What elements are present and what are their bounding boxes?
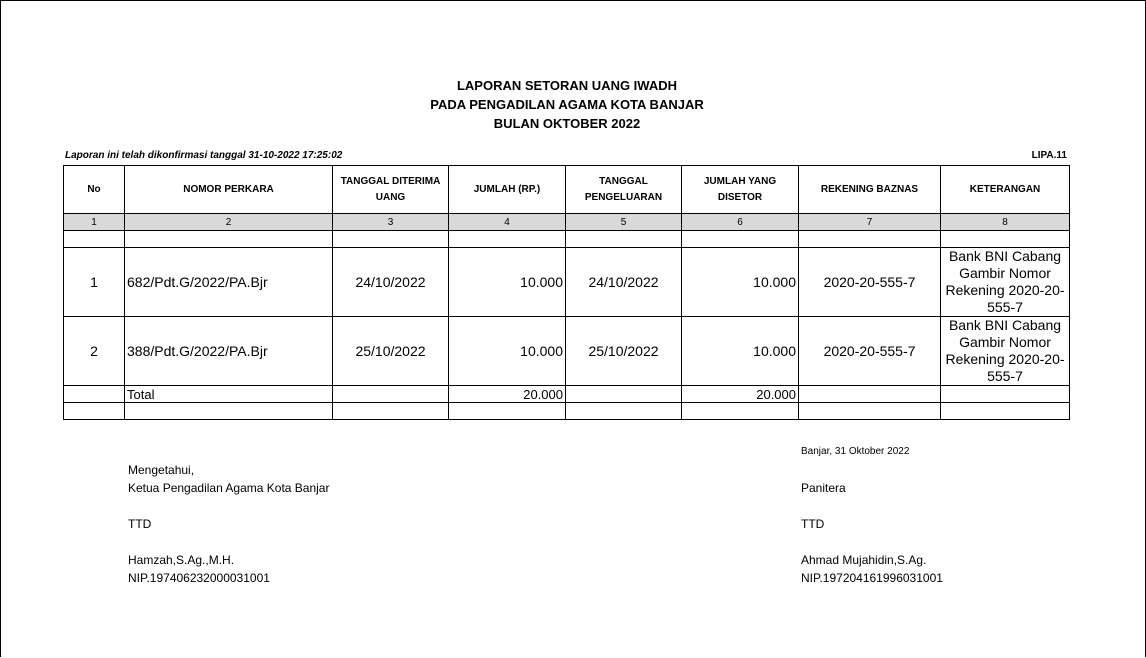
cell-keterangan <box>941 248 1070 317</box>
column-number: 2 <box>125 214 333 231</box>
header-tanggal-diterima <box>333 166 449 214</box>
total-row <box>64 386 1070 403</box>
header-jumlah: JUMLAH (RP.) <box>449 166 566 214</box>
column-number: 7 <box>799 214 941 231</box>
blank-row <box>64 403 1070 420</box>
cell-tanggal-pengeluaran: 25/10/2022 <box>566 317 682 386</box>
cell-no: 1 <box>64 248 125 317</box>
column-number: 1 <box>64 214 125 231</box>
title-line-3: BULAN OKTOBER 2022 <box>493 116 641 131</box>
header-tanggal-pengeluaran-line1: TANGGAL <box>599 175 648 187</box>
title-line-1: LAPORAN SETORAN UANG IWADH <box>456 78 678 93</box>
left-sig-spacer <box>128 497 329 515</box>
blank-row <box>64 231 1070 248</box>
header-rekening: REKENING BAZNAS <box>799 166 941 214</box>
column-number: 4 <box>449 214 566 231</box>
left-sig-line2: Ketua Pengadilan Agama Kota Banjar <box>128 481 330 495</box>
keterangan-line: 555-7 <box>987 299 1023 315</box>
header-tanggal-diterima-line1: TANGGAL DITERIMA <box>340 175 441 187</box>
cell-rekening: 2020-20-555-7 <box>799 248 941 317</box>
right-sig-spacer <box>801 533 943 551</box>
right-sig-spacer <box>801 497 943 515</box>
cell-keterangan <box>941 317 1070 386</box>
table-row <box>64 248 1070 317</box>
keterangan-line: Bank BNI Cabang <box>948 248 1062 264</box>
right-signature-block <box>801 479 943 587</box>
right-sig-nip: NIP.197204161996031001 <box>801 571 943 585</box>
column-number-row <box>64 214 1070 231</box>
blank-cell <box>125 403 333 420</box>
column-number: 6 <box>682 214 799 231</box>
cell-tanggal-diterima: 25/10/2022 <box>333 317 449 386</box>
cell-nomor-perkara: 388/Pdt.G/2022/PA.Bjr <box>125 317 333 386</box>
keterangan-line: Gambir Nomor <box>959 334 1051 350</box>
blank-cell <box>799 386 941 403</box>
left-signature-block <box>128 461 329 587</box>
blank-cell <box>941 231 1070 248</box>
blank-cell <box>799 231 941 248</box>
left-sig-line1: Mengetahui, <box>128 463 195 477</box>
cell-jumlah-disetor: 10.000 <box>682 317 799 386</box>
header-tanggal-pengeluaran-line2: PENGELUARAN <box>584 191 663 203</box>
cell-jumlah: 10.000 <box>449 317 566 386</box>
column-number: 3 <box>333 214 449 231</box>
header-nomor-perkara: NOMOR PERKARA <box>125 166 333 214</box>
blank-cell <box>64 231 125 248</box>
blank-cell <box>333 403 449 420</box>
left-sig-ttd: TTD <box>128 517 152 531</box>
cell-jumlah-disetor: 10.000 <box>682 248 799 317</box>
cell-tanggal-pengeluaran: 24/10/2022 <box>566 248 682 317</box>
header-tanggal-pengeluaran <box>566 166 682 214</box>
blank-cell <box>941 403 1070 420</box>
keterangan-line: Rekening 2020-20- <box>945 282 1065 298</box>
keterangan-line: 555-7 <box>987 368 1023 384</box>
header-tanggal-diterima-line2: UANG <box>375 191 406 203</box>
keterangan-line: Rekening 2020-20- <box>945 351 1065 367</box>
blank-cell <box>566 386 682 403</box>
left-sig-nip: NIP.197406232000031001 <box>128 571 270 585</box>
cell-rekening: 2020-20-555-7 <box>799 317 941 386</box>
cell-jumlah: 10.000 <box>449 248 566 317</box>
blank-cell <box>799 403 941 420</box>
form-code: LIPA.11 <box>1031 150 1067 161</box>
header-no: No <box>64 166 125 214</box>
table-row <box>64 317 1070 386</box>
blank-cell <box>449 231 566 248</box>
cell-nomor-perkara: 682/Pdt.G/2022/PA.Bjr <box>125 248 333 317</box>
signature-date: Banjar, 31 Oktober 2022 <box>801 446 910 457</box>
right-sig-role: Panitera <box>801 481 846 495</box>
column-number: 5 <box>566 214 682 231</box>
total-jumlah-disetor: 20.000 <box>682 386 799 403</box>
keterangan-line: Gambir Nomor <box>959 265 1051 281</box>
header-jumlah-disetor <box>682 166 799 214</box>
confirmation-note: Laporan ini telah dikonfirmasi tanggal 31-10-2022 17:25:02 <box>65 150 343 161</box>
keterangan-line: Bank BNI Cabang <box>948 317 1062 333</box>
right-sig-ttd: TTD <box>801 517 825 531</box>
blank-cell <box>125 231 333 248</box>
blank-cell <box>566 403 682 420</box>
left-sig-spacer <box>128 533 329 551</box>
cell-tanggal-diterima: 24/10/2022 <box>333 248 449 317</box>
right-sig-name: Ahmad Mujahidin,S.Ag. <box>801 553 927 567</box>
table-header-row <box>64 166 1070 214</box>
column-number: 8 <box>941 214 1070 231</box>
header-jumlah-disetor-line2: DISETOR <box>717 191 763 203</box>
total-label: Total <box>125 386 333 403</box>
blank-cell <box>333 386 449 403</box>
report-table <box>63 165 1070 420</box>
header-keterangan: KETERANGAN <box>941 166 1070 214</box>
blank-cell <box>64 403 125 420</box>
cell-no: 2 <box>64 317 125 386</box>
blank-cell <box>566 231 682 248</box>
left-sig-name: Hamzah,S.Ag.,M.H. <box>128 553 235 567</box>
blank-cell <box>682 231 799 248</box>
header-jumlah-disetor-line1: JUMLAH YANG <box>703 175 777 187</box>
title-line-2: PADA PENGADILAN AGAMA KOTA BANJAR <box>430 97 704 112</box>
blank-cell <box>449 403 566 420</box>
blank-cell <box>682 403 799 420</box>
total-jumlah: 20.000 <box>449 386 566 403</box>
blank-cell <box>64 386 125 403</box>
report-title <box>0 76 1134 133</box>
blank-cell <box>941 386 1070 403</box>
blank-cell <box>333 231 449 248</box>
